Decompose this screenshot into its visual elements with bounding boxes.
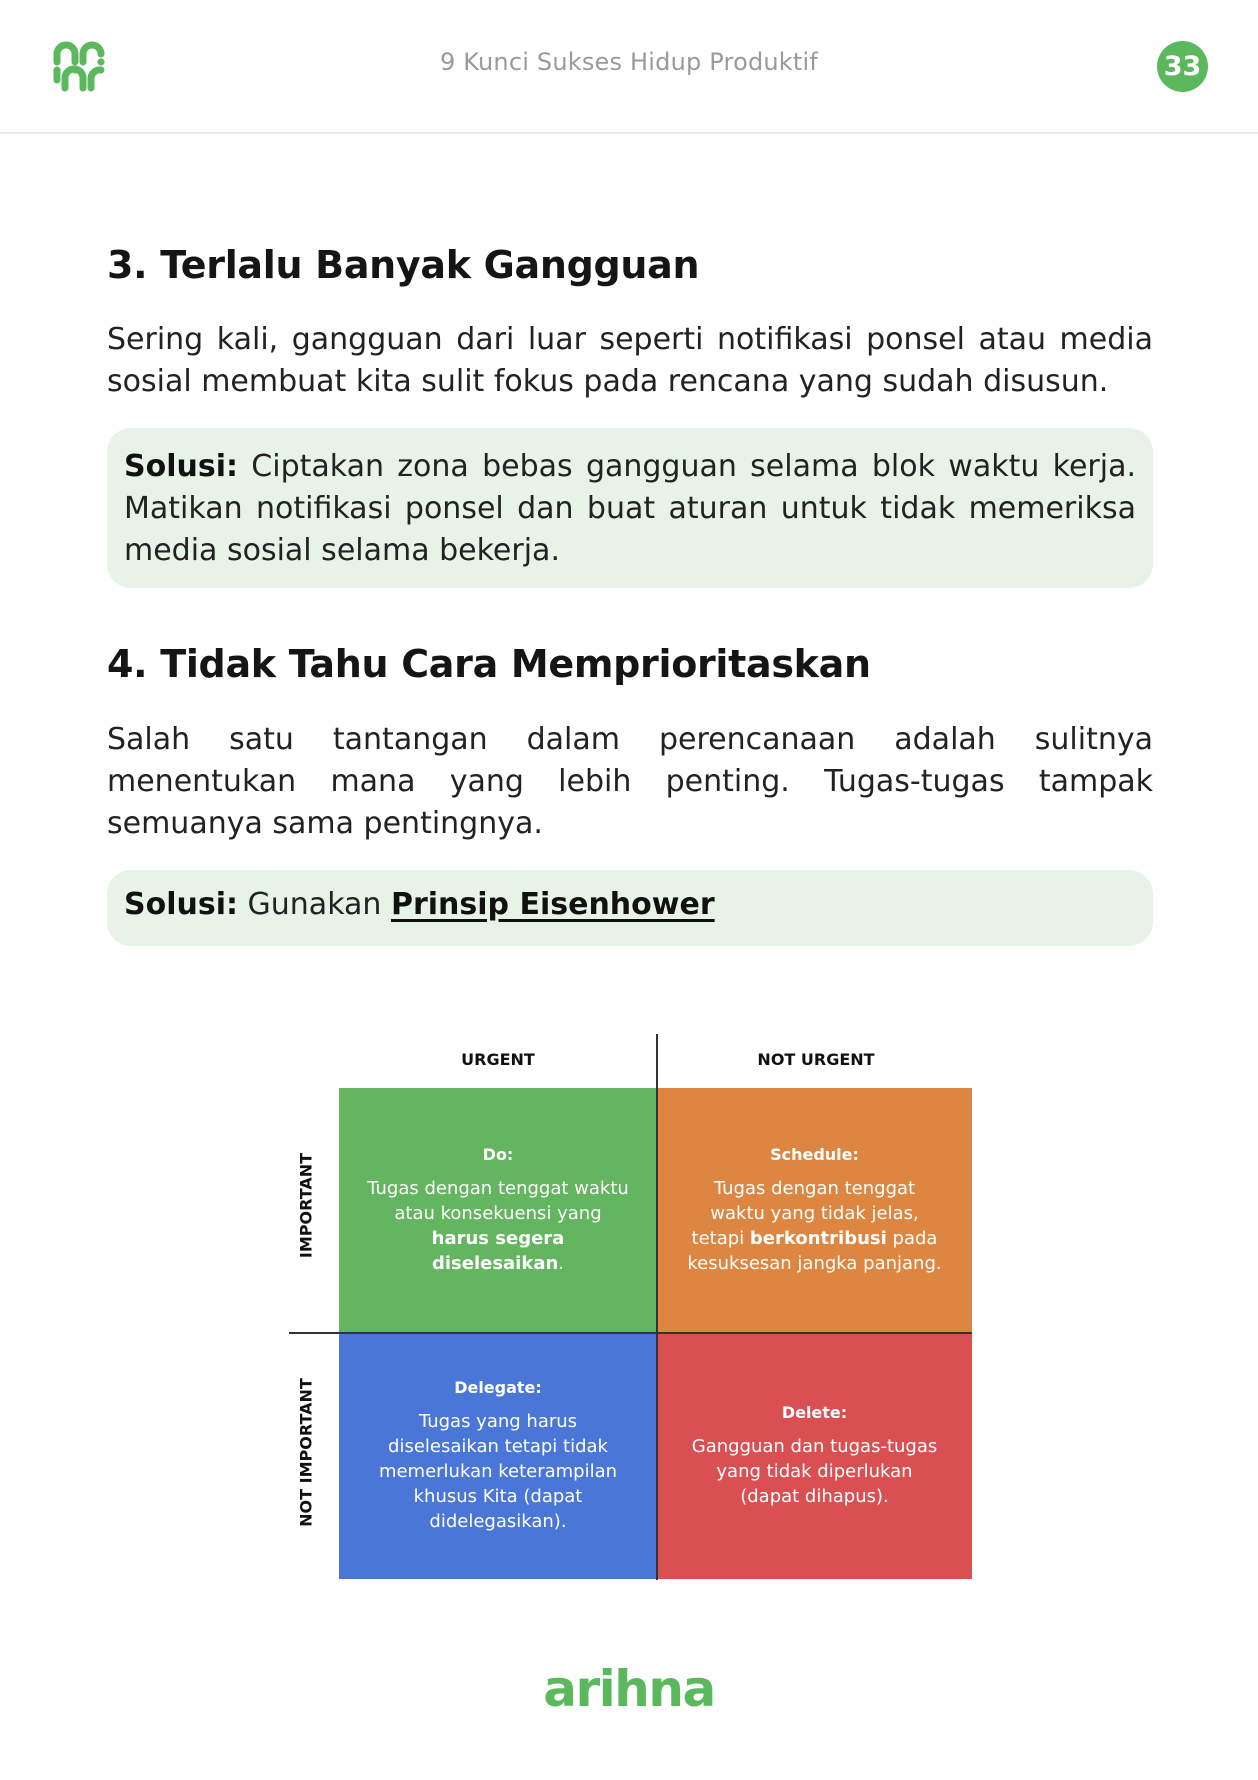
quadrant-title: Delegate: [454,1378,542,1397]
solution-label: Solusi: [124,887,238,922]
row-header-important: IMPORTANT [296,1152,316,1259]
quadrant-title: Delete: [781,1403,848,1422]
solution-text: Gunakan [238,887,391,922]
quadrant-schedule [657,1088,972,1333]
section-paragraph: Salah satu tantangan dalam perencanaan adalah sulitnya menentukan mana yang lebih penting. Tugas-tugas tampak semuanya sama pentingnya. [107,722,1153,841]
quadrant-description: Gangguan dan tugas-tugas yang tidak diperlukan (dapat dihapus). [691,1436,938,1507]
document-title: 9 Kunci Sukses Hidup Produktif [439,48,819,76]
quadrant-title: Do: [482,1145,514,1164]
column-header-urgent: URGENT [461,1050,535,1069]
quadrant-description: Tugas dengan tenggat waktu yang tidak jelas, tetapi berkontribusi pada kesuksesan jangka panjang. [687,1178,942,1274]
section-heading: 4. Tidak Tahu Cara Memprioritaskan [107,642,871,686]
section-paragraph: Sering kali, gangguan dari luar seperti notifikasi ponsel atau media sosial membuat kita sulit fokus pada rencana yang sudah disusun. [107,322,1153,399]
matrix-vertical-divider [656,1034,658,1580]
solution-label: Solusi: [124,449,238,484]
quadrant-delete [657,1333,972,1579]
quadrant-delegate [339,1333,657,1579]
solution-box [107,428,1153,588]
page-number-badge: 33 [1157,41,1208,92]
eisenhower-link[interactable]: Prinsip Eisenhower [390,887,715,922]
matrix-horizontal-divider [289,1332,972,1334]
solution-box [107,870,1153,946]
quadrant-title: Schedule: [770,1145,859,1164]
footer-brand-logo: arihna [543,1660,715,1718]
page-header [0,0,1258,134]
solution-text: Ciptakan zona bebas gangguan selama blok waktu kerja. Matikan notifikasi ponsel dan buat aturan untuk tidak memeriksa media sosial selama bekerja. [124,449,1136,568]
solution-text-block [124,884,1136,926]
row-header-not-important: NOT IMPORTANT [296,1378,316,1527]
column-header-not-urgent: NOT URGENT [757,1050,875,1069]
quadrant-do [339,1088,657,1333]
quadrant-description: Tugas dengan tenggat waktu atau konsekuensi yang harus segera diselesaikan. [367,1178,629,1274]
solution-text-block [124,446,1136,572]
section-heading: 3. Terlalu Banyak Gangguan [107,243,700,287]
quadrant-description: Tugas yang harus diselesaikan tetapi tidak memerlukan keterampilan khusus Kita (dapat didelegasikan). [378,1411,618,1532]
